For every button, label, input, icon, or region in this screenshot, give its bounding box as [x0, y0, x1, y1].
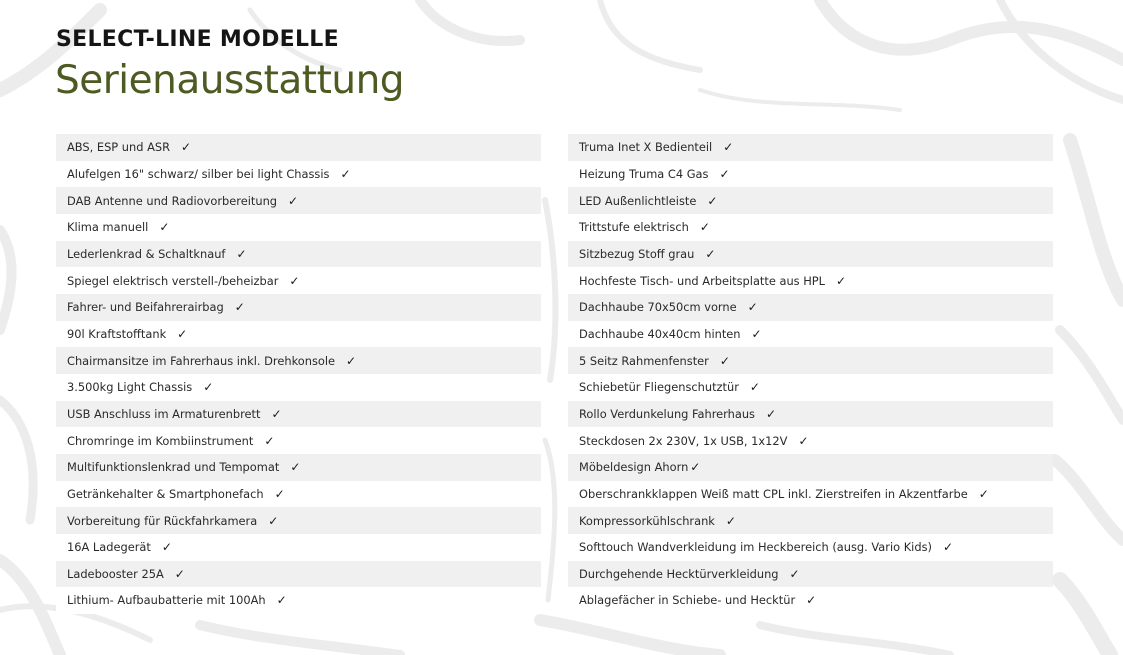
- section-subtitle: SELECT-LINE MODELLE: [56, 27, 339, 52]
- checkmark-icon: ✓: [340, 166, 351, 181]
- page-title: Serienausstattung: [55, 58, 405, 103]
- equipment-row: [568, 561, 1053, 588]
- equipment-label: ABS, ESP und ASR: [67, 140, 171, 155]
- equipment-label: Multifunktionslenkrad und Tempomat: [67, 460, 280, 475]
- equipment-row: [56, 374, 541, 401]
- checkmark-icon: ✓: [181, 140, 192, 155]
- equipment-label: Möbeldesign Ahorn: [579, 460, 689, 475]
- equipment-label: Dachhaube 70x50cm vorne: [579, 300, 737, 315]
- checkmark-icon: ✓: [725, 513, 736, 528]
- checkmark-icon: ✓: [159, 220, 170, 235]
- equipment-row: [56, 214, 541, 241]
- equipment-label: Getränkehalter & Smartphonefach: [67, 486, 264, 501]
- equipment-label: Schiebetür Fliegenschutztür: [579, 380, 739, 395]
- checkmark-icon: ✓: [268, 513, 279, 528]
- checkmark-icon: ✓: [236, 246, 247, 261]
- checkmark-icon: ✓: [789, 566, 800, 581]
- equipment-row: [56, 347, 541, 374]
- equipment-row: [56, 401, 541, 428]
- equipment-label: 3.500kg Light Chassis: [67, 380, 193, 395]
- equipment-row: [568, 481, 1053, 508]
- equipment-label: Oberschrankklappen Weiß matt CPL inkl. Zierstreifen in Akzentfarbe: [579, 486, 968, 501]
- equipment-label: Durchgehende Hecktürverkleidung: [579, 566, 779, 581]
- equipment-row: [568, 187, 1053, 214]
- checkmark-icon: ✓: [177, 326, 188, 341]
- checkmark-icon: ✓: [690, 460, 701, 475]
- equipment-row: [56, 481, 541, 508]
- equipment-row: [568, 401, 1053, 428]
- equipment-row: [568, 134, 1053, 161]
- equipment-row: [568, 374, 1053, 401]
- equipment-label: Sitzbezug Stoff grau: [579, 246, 695, 261]
- equipment-label: LED Außenlichtleiste: [579, 193, 697, 208]
- checkmark-icon: ✓: [747, 300, 758, 315]
- equipment-row: [568, 347, 1053, 374]
- equipment-label: Fahrer- und Beifahrerairbag: [67, 300, 224, 315]
- checkmark-icon: ✓: [289, 273, 300, 288]
- checkmark-icon: ✓: [719, 166, 730, 181]
- checkmark-icon: ✓: [290, 460, 301, 475]
- equipment-label: Trittstufe elektrisch: [579, 220, 689, 235]
- equipment-label: Dachhaube 40x40cm hinten: [579, 326, 741, 341]
- equipment-label: Spiegel elektrisch verstell-/beheizbar: [67, 273, 279, 288]
- equipment-label: 5 Seitz Rahmenfenster: [579, 353, 709, 368]
- equipment-label: Ablagefächer in Schiebe- und Hecktür: [579, 593, 796, 608]
- checkmark-icon: ✓: [798, 433, 809, 448]
- equipment-label: USB Anschluss im Armaturenbrett: [67, 406, 261, 421]
- equipment-row: [568, 534, 1053, 561]
- checkmark-icon: ✓: [161, 540, 172, 555]
- equipment-label: Rollo Verdunkelung Fahrerhaus: [579, 406, 755, 421]
- equipment-label: DAB Antenne und Radiovorbereitung: [67, 193, 278, 208]
- equipment-row: [568, 454, 1053, 481]
- equipment-row: [56, 294, 541, 321]
- checkmark-icon: ✓: [699, 220, 710, 235]
- equipment-label: Truma Inet X Bedienteil: [579, 140, 713, 155]
- checkmark-icon: ✓: [288, 193, 299, 208]
- equipment-row: [568, 587, 1053, 614]
- checkmark-icon: ✓: [707, 193, 718, 208]
- checkmark-icon: ✓: [719, 353, 730, 368]
- equipment-row: [568, 214, 1053, 241]
- equipment-label: 90l Kraftstofftank: [67, 326, 167, 341]
- equipment-label: Chairmansitze im Fahrerhaus inkl. Drehkonsole: [67, 353, 336, 368]
- equipment-row: [56, 134, 541, 161]
- checkmark-icon: ✓: [723, 140, 734, 155]
- checkmark-icon: ✓: [203, 380, 214, 395]
- equipment-row: [568, 241, 1053, 268]
- equipment-list-left: [56, 134, 541, 614]
- equipment-label: Lederlenkrad & Schaltknauf: [67, 246, 226, 261]
- equipment-row: [56, 241, 541, 268]
- equipment-row: [56, 427, 541, 454]
- equipment-row: [56, 161, 541, 188]
- equipment-label: Softtouch Wandverkleidung im Heckbereich (ausg. Vario Kids): [579, 540, 932, 555]
- checkmark-icon: ✓: [234, 300, 245, 315]
- equipment-label: Alufelgen 16" schwarz/ silber bei light Chassis: [67, 166, 330, 181]
- equipment-label: Heizung Truma C4 Gas: [579, 166, 709, 181]
- equipment-label: Steckdosen 2x 230V, 1x USB, 1x12V: [579, 433, 788, 448]
- checkmark-icon: ✓: [174, 566, 185, 581]
- checkmark-icon: ✓: [346, 353, 357, 368]
- equipment-row: [56, 454, 541, 481]
- equipment-row: [56, 534, 541, 561]
- equipment-row: [568, 507, 1053, 534]
- equipment-row: [56, 187, 541, 214]
- equipment-row: [568, 321, 1053, 348]
- equipment-label: Chromringe im Kombiinstrument: [67, 433, 254, 448]
- equipment-label: Lithium- Aufbaubatterie mit 100Ah: [67, 593, 266, 608]
- checkmark-icon: ✓: [274, 486, 285, 501]
- equipment-row: [56, 267, 541, 294]
- equipment-label: Klima manuell: [67, 220, 149, 235]
- equipment-list-right: [568, 134, 1053, 614]
- equipment-row: [56, 587, 541, 614]
- equipment-row: [568, 294, 1053, 321]
- checkmark-icon: ✓: [276, 593, 287, 608]
- checkmark-icon: ✓: [806, 593, 817, 608]
- checkmark-icon: ✓: [264, 433, 275, 448]
- checkmark-icon: ✓: [942, 540, 954, 555]
- equipment-row: [56, 561, 541, 588]
- equipment-label: 16A Ladegerät: [67, 540, 151, 555]
- equipment-row: [568, 427, 1053, 454]
- equipment-row: [56, 507, 541, 534]
- equipment-label: Kompressorkühlschrank: [579, 513, 715, 528]
- checkmark-icon: ✓: [749, 380, 760, 395]
- checkmark-icon: ✓: [705, 246, 716, 261]
- equipment-row: [568, 267, 1053, 294]
- equipment-label: Hochfeste Tisch- und Arbeitsplatte aus HPL: [579, 273, 826, 288]
- checkmark-icon: ✓: [271, 406, 282, 421]
- checkmark-icon: ✓: [836, 273, 847, 288]
- checkmark-icon: ✓: [751, 326, 762, 341]
- equipment-label: Ladebooster 25A: [67, 566, 164, 581]
- equipment-label: Vorbereitung für Rückfahrkamera: [67, 513, 258, 528]
- equipment-row: [568, 161, 1053, 188]
- checkmark-icon: ✓: [766, 406, 777, 421]
- equipment-row: [56, 321, 541, 348]
- checkmark-icon: ✓: [978, 486, 989, 501]
